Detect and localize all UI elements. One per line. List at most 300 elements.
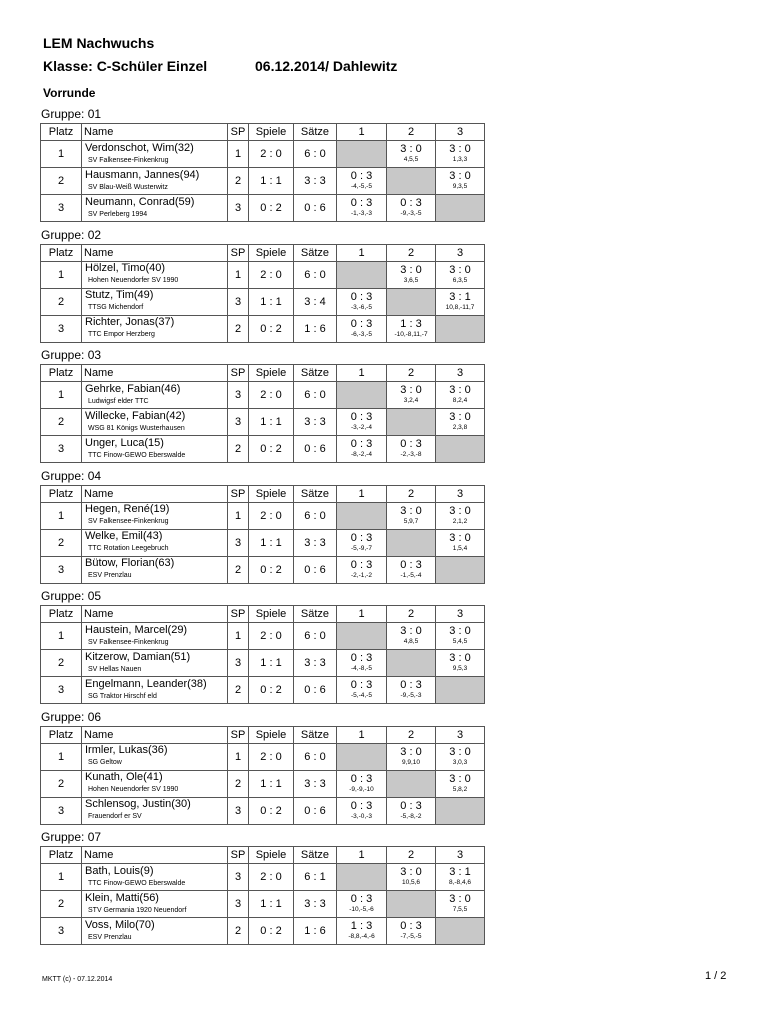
match-score: 0 : 3 [350, 170, 373, 182]
table-row [41, 677, 485, 704]
match-score: 3 : 0 [449, 893, 471, 905]
match-score: 3 : 0 [449, 652, 471, 664]
platz-cell: 2 [41, 770, 82, 797]
sets-total-cell: 6 : 0 [294, 743, 337, 770]
column-header-c2: 2 [387, 485, 436, 502]
player-cell [82, 141, 228, 168]
player-name: Verdonschot, Wim(32) [85, 141, 194, 154]
set-scores: 3,0,3 [452, 758, 468, 766]
set-scores: -3,-0,-3 [351, 812, 372, 820]
self-match-cell [436, 315, 485, 342]
column-header-platz: Platz [41, 606, 82, 623]
sp-cell: 2 [228, 556, 249, 583]
group-table [40, 244, 485, 343]
player-name: Schlensog, Justin(30) [85, 798, 191, 810]
player-cell [82, 743, 228, 770]
platz-cell: 1 [41, 864, 82, 891]
player-name: Kunath, Ole(41) [85, 771, 163, 783]
table-row [41, 436, 485, 463]
set-scores: -9,-9,-10 [349, 785, 374, 793]
match-result-cell [436, 891, 485, 918]
column-header-c3: 3 [436, 124, 485, 141]
match-result-cell [436, 382, 485, 409]
match-score: 0 : 3 [400, 438, 422, 450]
match-score: 1 : 3 [350, 920, 373, 932]
page-number: 1 / 2 [705, 970, 727, 982]
player-cell [82, 556, 228, 583]
match-score: 0 : 3 [400, 920, 422, 932]
table-row [41, 141, 485, 168]
match-score: 0 : 3 [350, 438, 373, 450]
club-name: SG Geltow [88, 759, 122, 766]
self-match-cell [337, 261, 387, 288]
player-name: Unger, Luca(15) [85, 436, 164, 449]
platz-cell: 3 [41, 556, 82, 583]
match-result-cell [387, 502, 436, 529]
club-name: TTC Finow-GEWO Eberswalde [88, 879, 186, 887]
set-scores: 4,5,5 [403, 156, 419, 163]
games-cell: 2 : 0 [249, 743, 294, 770]
set-scores: -5,-4,-5 [351, 692, 372, 699]
match-result-cell [337, 195, 387, 222]
header-row [41, 244, 485, 261]
games-cell: 2 : 0 [249, 141, 294, 168]
footer-text: MKTT (c) - 07.12.2014 [42, 976, 113, 983]
column-header-spiele: Spiele [249, 726, 294, 743]
platz-cell: 2 [41, 168, 82, 195]
match-result-cell [337, 529, 387, 556]
column-header-name: Name [82, 485, 228, 502]
sp-cell: 3 [228, 891, 249, 918]
games-cell: 0 : 2 [249, 797, 294, 824]
sp-cell: 3 [228, 864, 249, 891]
match-score: 3 : 0 [449, 143, 471, 155]
player-cell [82, 891, 228, 918]
table-row [41, 623, 485, 650]
column-header-c2: 2 [387, 365, 436, 382]
platz-cell: 1 [41, 141, 82, 168]
match-score: 0 : 3 [350, 531, 373, 544]
group-label: Gruppe: 07 [41, 830, 102, 844]
match-score: 0 : 3 [350, 893, 373, 905]
group-block [40, 227, 484, 343]
set-scores: 8,2,4 [452, 397, 468, 404]
match-result-cell [387, 315, 436, 342]
sp-cell: 2 [228, 168, 249, 195]
set-scores: -1,-3,-3 [351, 210, 372, 217]
group-block [40, 468, 484, 584]
set-scores: 4,8,5 [403, 638, 419, 645]
sets-total-cell: 1 : 6 [294, 918, 337, 945]
match-result-cell [337, 770, 387, 797]
column-header-name: Name [82, 365, 228, 382]
column-header-saetze: Sätze [294, 124, 337, 141]
player-name: Voss, Milo(70) [85, 918, 155, 931]
player-cell [82, 770, 228, 797]
sp-cell: 3 [228, 288, 249, 315]
self-match-cell [387, 409, 436, 436]
player-name: Klein, Matti(56) [85, 891, 159, 904]
set-scores: 1,3,3 [452, 156, 468, 163]
set-scores: 8,-8,4,6 [448, 879, 472, 886]
player-name: Hegen, René(19) [85, 503, 170, 515]
club-name: STV Germania 1920 Neuendorf [88, 906, 187, 914]
set-scores: -10,-5,-6 [349, 906, 374, 913]
column-header-c1: 1 [337, 847, 387, 864]
sp-cell: 1 [228, 261, 249, 288]
set-scores: -9,-5,-3 [400, 692, 422, 699]
table-row [41, 650, 485, 677]
column-header-saetze: Sätze [294, 726, 337, 743]
group-block [40, 347, 484, 463]
games-cell: 0 : 2 [249, 315, 294, 342]
column-header-sp: SP [228, 726, 249, 743]
match-result-cell [436, 141, 485, 168]
self-match-cell [337, 623, 387, 650]
set-scores: 2,1,2 [452, 517, 468, 525]
platz-cell: 1 [41, 623, 82, 650]
round-heading: Vorrunde [43, 86, 96, 100]
column-header-c3: 3 [436, 606, 485, 623]
table-row [41, 918, 485, 945]
self-match-cell [337, 864, 387, 891]
sets-total-cell: 0 : 6 [294, 195, 337, 222]
match-score: 3 : 0 [400, 504, 422, 517]
column-header-spiele: Spiele [249, 606, 294, 623]
match-result-cell [436, 864, 485, 891]
table-row [41, 315, 485, 342]
match-result-cell [436, 529, 485, 556]
table-row [41, 261, 485, 288]
group-table [40, 605, 485, 704]
set-scores: 5,9,7 [403, 517, 419, 525]
sets-total-cell: 3 : 3 [294, 168, 337, 195]
player-name: Hölzel, Timo(40) [85, 262, 166, 274]
match-score: 3 : 0 [400, 263, 422, 276]
sp-cell: 2 [228, 770, 249, 797]
sets-total-cell: 6 : 1 [294, 864, 337, 891]
club-name: SV Falkensee-Finkenkrug [88, 156, 169, 164]
match-score: 0 : 3 [400, 197, 422, 209]
column-header-name: Name [82, 726, 228, 743]
platz-cell: 1 [41, 382, 82, 409]
match-result-cell [387, 382, 436, 409]
platz-cell: 3 [41, 436, 82, 463]
column-header-platz: Platz [41, 244, 82, 261]
column-header-c2: 2 [387, 606, 436, 623]
match-score: 3 : 0 [449, 411, 471, 423]
table-row [41, 743, 485, 770]
match-result-cell [387, 141, 436, 168]
sp-cell: 3 [228, 797, 249, 824]
games-cell: 1 : 1 [249, 409, 294, 436]
games-cell: 0 : 2 [249, 918, 294, 945]
player-name: Bütow, Florian(63) [85, 557, 175, 569]
self-match-cell [337, 743, 387, 770]
sp-cell: 3 [228, 650, 249, 677]
sets-total-cell: 6 : 0 [294, 502, 337, 529]
group-table [40, 364, 485, 463]
set-scores: -3,-2,-4 [351, 424, 372, 431]
club-name: Frauendorf er SV [88, 813, 142, 820]
match-score: 0 : 3 [350, 679, 373, 691]
player-name: Richter, Jonas(37) [85, 316, 175, 328]
sp-cell: 1 [228, 141, 249, 168]
sp-cell: 2 [228, 436, 249, 463]
player-cell [82, 382, 228, 409]
group-label: Gruppe: 06 [41, 709, 102, 724]
match-result-cell [387, 195, 436, 222]
games-cell: 1 : 1 [249, 891, 294, 918]
games-cell: 1 : 1 [249, 770, 294, 797]
games-cell: 2 : 0 [249, 261, 294, 288]
set-scores: 9,5,3 [452, 665, 468, 672]
player-cell [82, 623, 228, 650]
class-heading [43, 58, 398, 74]
platz-cell: 3 [41, 918, 82, 945]
match-result-cell [337, 891, 387, 918]
table-row [41, 770, 485, 797]
match-result-cell [387, 864, 436, 891]
sets-total-cell: 3 : 4 [294, 288, 337, 315]
sp-cell: 1 [228, 623, 249, 650]
match-result-cell [337, 797, 387, 824]
set-scores: -10,-8,11,-7 [394, 330, 428, 338]
club-name: Hohen Neuendorfer SV 1990 [88, 786, 179, 793]
player-cell [82, 409, 228, 436]
games-cell: 2 : 0 [249, 623, 294, 650]
club-name: TTC Finow-GEWO Eberswalde [88, 451, 186, 459]
set-scores: -5,-8,-2 [400, 812, 422, 820]
platz-cell: 3 [41, 315, 82, 342]
table-row [41, 891, 485, 918]
self-match-cell [337, 382, 387, 409]
match-result-cell [436, 288, 485, 315]
column-header-platz: Platz [41, 124, 82, 141]
column-header-platz: Platz [41, 847, 82, 864]
match-score: 3 : 0 [400, 625, 422, 637]
sets-total-cell: 0 : 6 [294, 556, 337, 583]
column-header-name: Name [82, 244, 228, 261]
match-score: 1 : 3 [400, 317, 422, 330]
set-scores: 3,2,4 [403, 397, 419, 404]
set-scores: -8,8,-4,-6 [348, 933, 375, 940]
player-name: Kitzerow, Damian(51) [85, 650, 191, 663]
self-match-cell [436, 195, 485, 222]
match-result-cell [387, 918, 436, 945]
column-header-saetze: Sätze [294, 485, 337, 502]
sp-cell: 1 [228, 502, 249, 529]
self-match-cell [387, 168, 436, 195]
platz-cell: 2 [41, 529, 82, 556]
match-score: 0 : 3 [350, 317, 373, 330]
column-header-c2: 2 [387, 726, 436, 743]
sp-cell: 2 [228, 677, 249, 704]
column-header-saetze: Sätze [294, 847, 337, 864]
club-name: ESV Prenzlau [88, 933, 132, 941]
match-result-cell [387, 436, 436, 463]
match-score: 0 : 3 [400, 799, 422, 812]
match-score: 3 : 0 [400, 866, 422, 878]
match-score: 3 : 1 [449, 866, 471, 878]
group-table [40, 485, 485, 584]
column-header-sp: SP [228, 847, 249, 864]
player-cell [82, 436, 228, 463]
table-row [41, 382, 485, 409]
match-result-cell [337, 315, 387, 342]
set-scores: -1,-5,-4 [400, 571, 422, 579]
table-row [41, 502, 485, 529]
match-score: 0 : 3 [400, 679, 422, 691]
sets-total-cell: 0 : 6 [294, 436, 337, 463]
table-row [41, 195, 485, 222]
platz-cell: 2 [41, 891, 82, 918]
group-block [40, 709, 484, 825]
match-score: 3 : 0 [449, 170, 471, 182]
self-match-cell [337, 141, 387, 168]
group-label: Gruppe: 04 [41, 468, 102, 483]
self-match-cell [387, 529, 436, 556]
set-scores: 7,5,5 [452, 906, 468, 913]
player-cell [82, 168, 228, 195]
match-score: 0 : 3 [350, 558, 373, 571]
sets-total-cell: 6 : 0 [294, 623, 337, 650]
club-name: SV Perleberg 1994 [88, 210, 148, 218]
group-table [40, 123, 485, 222]
set-scores: -5,-9,-7 [351, 544, 372, 552]
match-result-cell [436, 168, 485, 195]
match-result-cell [337, 436, 387, 463]
games-cell: 2 : 0 [249, 382, 294, 409]
sets-total-cell: 0 : 6 [294, 677, 337, 704]
games-cell: 2 : 0 [249, 502, 294, 529]
sp-cell: 3 [228, 195, 249, 222]
column-header-spiele: Spiele [249, 485, 294, 502]
platz-cell: 3 [41, 677, 82, 704]
platz-cell: 1 [41, 261, 82, 288]
set-scores: -9,-3,-5 [400, 210, 422, 217]
set-scores: 10,5,6 [401, 879, 421, 886]
match-result-cell [337, 677, 387, 704]
player-name: Irmler, Lukas(36) [85, 744, 168, 756]
platz-cell: 1 [41, 743, 82, 770]
column-header-sp: SP [228, 606, 249, 623]
column-header-c3: 3 [436, 847, 485, 864]
sets-total-cell: 3 : 3 [294, 409, 337, 436]
club-name: SV Falkensee-Finkenkrug [88, 518, 169, 525]
match-score: 3 : 1 [449, 290, 471, 303]
match-score: 0 : 3 [350, 290, 373, 303]
player-cell [82, 288, 228, 315]
column-header-c2: 2 [387, 124, 436, 141]
set-scores: 9,9,10 [401, 758, 421, 766]
set-scores: 3,6,5 [403, 276, 419, 284]
player-cell [82, 502, 228, 529]
sets-total-cell: 3 : 3 [294, 891, 337, 918]
set-scores: 5,4,5 [452, 638, 468, 645]
group-label: Gruppe: 01 [41, 107, 102, 121]
column-header-c1: 1 [337, 124, 387, 141]
match-score: 3 : 0 [400, 384, 422, 396]
set-scores: 1,5,4 [452, 544, 468, 552]
table-row [41, 797, 485, 824]
self-match-cell [436, 918, 485, 945]
column-header-platz: Platz [41, 485, 82, 502]
sets-total-cell: 6 : 0 [294, 261, 337, 288]
games-cell: 1 : 1 [249, 168, 294, 195]
header-row [41, 365, 485, 382]
club-name: SG Traktor Hirschf eld [88, 692, 157, 700]
header-row [41, 606, 485, 623]
player-name: Bath, Louis(9) [85, 864, 154, 877]
set-scores: 9,3,5 [452, 183, 468, 190]
column-header-platz: Platz [41, 365, 82, 382]
platz-cell: 3 [41, 195, 82, 222]
column-header-c3: 3 [436, 726, 485, 743]
column-header-sp: SP [228, 365, 249, 382]
match-score: 3 : 0 [449, 504, 471, 517]
header-row [41, 847, 485, 864]
club-name: WSG 81 Königs Wusterhausen [88, 424, 185, 432]
player-cell [82, 315, 228, 342]
header-row [41, 124, 485, 141]
column-header-c2: 2 [387, 847, 436, 864]
column-header-c1: 1 [337, 726, 387, 743]
table-row [41, 864, 485, 891]
player-cell [82, 797, 228, 824]
player-name: Gehrke, Fabian(46) [85, 382, 181, 395]
club-name: TTSG Michendorf [88, 304, 144, 311]
match-score: 0 : 3 [350, 799, 373, 812]
match-score: 0 : 3 [350, 652, 373, 664]
match-result-cell [436, 743, 485, 770]
self-match-cell [387, 891, 436, 918]
games-cell: 1 : 1 [249, 650, 294, 677]
match-result-cell [387, 797, 436, 824]
column-header-spiele: Spiele [249, 365, 294, 382]
self-match-cell [436, 797, 485, 824]
set-scores: -4,-5,-5 [351, 183, 372, 190]
player-cell [82, 677, 228, 704]
games-cell: 0 : 2 [249, 677, 294, 704]
group-label: Gruppe: 02 [41, 227, 102, 242]
match-score: 3 : 0 [400, 143, 422, 155]
sp-cell: 2 [228, 918, 249, 945]
group-table [40, 726, 485, 825]
set-scores: -8,-2,-4 [351, 451, 372, 458]
player-cell [82, 650, 228, 677]
column-header-spiele: Spiele [249, 847, 294, 864]
club-name: SV Blau-Weiß Wusterwitz [88, 183, 168, 191]
group-block [40, 106, 484, 222]
sets-total-cell: 0 : 6 [294, 797, 337, 824]
platz-cell: 1 [41, 502, 82, 529]
player-cell [82, 195, 228, 222]
column-header-sp: SP [228, 244, 249, 261]
column-header-saetze: Sätze [294, 606, 337, 623]
match-score: 3 : 0 [449, 745, 471, 758]
match-result-cell [337, 650, 387, 677]
match-score: 3 : 0 [449, 625, 471, 637]
self-match-cell [436, 677, 485, 704]
match-result-cell [337, 168, 387, 195]
self-match-cell [387, 650, 436, 677]
column-header-c3: 3 [436, 244, 485, 261]
platz-cell: 2 [41, 409, 82, 436]
sets-total-cell: 6 : 0 [294, 382, 337, 409]
match-score: 0 : 3 [350, 772, 373, 785]
set-scores: 5,8,2 [452, 785, 468, 793]
